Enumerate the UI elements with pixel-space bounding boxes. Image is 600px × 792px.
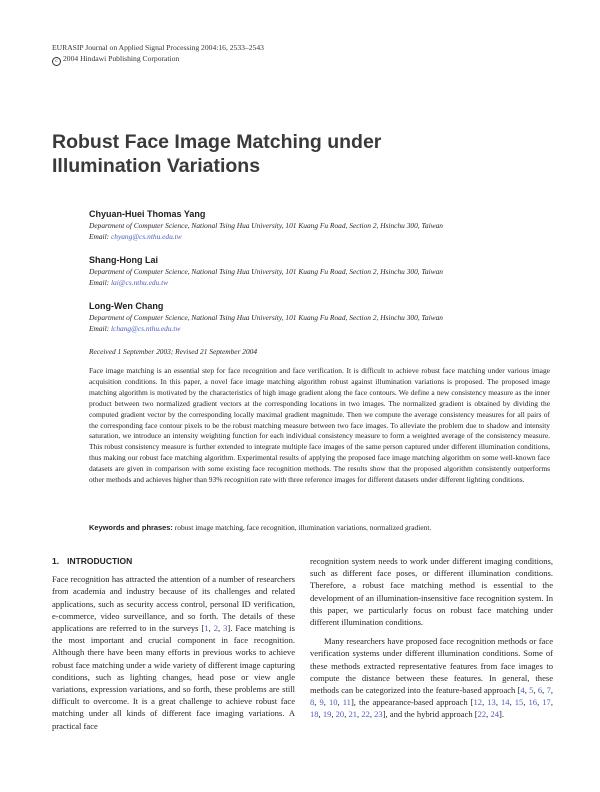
intro-paragraph-1: Face recognition has attracted the attention of a number of researchers from academia and industry because of its challenges and related applications, such as security access control, personal ID verification, e-commerce, video surveillance, and so forth. The details of these applications are referred to in the surveys [1, 2, 3]. Face matching is the most important and crucial component in face recognition. Although there have been many efforts in previous works to achieve robust face matching under a wide variety of different image capturing conditions, such as lighting changes, head pose or view angle variations, expression variations, and so forth, these problems are still difficult to overcome. It is a great challenge to achieve robust face matching under all kinds of different face imaging variations. A practical face — [52, 574, 295, 731]
copyright-text: 2004 Hindawi Publishing Corporation — [63, 54, 180, 63]
author-block — [89, 300, 549, 334]
intro-paragraph-1-cont: recognition system needs to work under different imaging conditions, such as different face poses, or different illumination conditions. Therefore, a robust face matching method is essential to the development of an illumination-insensitive face recognition system. In this paper, we particularly focus on robust face matching under different illumination conditions. — [310, 556, 553, 628]
journal-citation: EURASIP Journal on Applied Signal Processing 2004:16, 2533–2543 — [52, 43, 264, 52]
citation-link[interactable]: 24 — [490, 709, 499, 720]
title-line-1: Robust Face Image Matching under — [52, 131, 382, 153]
citation-link[interactable]: 22 — [361, 709, 370, 720]
author-name: Chyuan-Huei Thomas Yang — [89, 209, 206, 219]
citation-link[interactable]: 13 — [487, 697, 496, 708]
author-email-link[interactable]: chyang@cs.nthu.edu.tw — [110, 231, 182, 241]
section-title: INTRODUCTION — [67, 556, 133, 566]
citation-list: 4, 5, 6, 7, 8, 9, 10, 11 — [310, 685, 553, 708]
journal-header — [52, 42, 264, 66]
citation-link[interactable]: 17 — [542, 697, 551, 708]
paper-title — [52, 130, 512, 178]
author-list — [89, 208, 549, 346]
keywords-text: robust image matching, face recognition, illumination variations, normalized gradient. — [174, 523, 432, 532]
citation-list: 12, 13, 14, 15, 16, 17, 18, 19, 20, 21, 22, 23 — [310, 697, 553, 720]
citation-link[interactable]: 22 — [477, 709, 487, 720]
author-affiliation: Department of Computer Science, National Tsing Hua University, 101 Kuang Fu Road, Section 2, Hsinchu 300, Taiwan — [89, 221, 443, 230]
author-affiliation: Department of Computer Science, National Tsing Hua University, 101 Kuang Fu Road, Section 2, Hsinchu 300, Taiwan — [89, 313, 443, 322]
received-date: Received 1 September 2003; Revised 21 September 2004 — [89, 347, 258, 356]
citation-link[interactable]: 21 — [348, 709, 358, 720]
title-line-2: Illumination Variations — [52, 155, 261, 177]
citation-link[interactable]: 19 — [322, 709, 332, 720]
email-label: Email: — [89, 231, 110, 241]
section-number: 1. — [52, 556, 60, 566]
copyright-icon: c — [52, 57, 61, 66]
abstract: Face image matching is an essential step for face recognition and face verification. It is difficult to achieve robust face matching under various image acquisition conditions. In this paper, a novel face image matching algorithm robust against illumination variations is proposed. The proposed image matching algorithm is motivated by the characteristics of high image gradient along the face contours. We define a new consistency measure as the inner product between two normalized gradient vectors at the corresponding locations in two images. The normalized gradient is obtained by dividing the computed gradient vector by the corresponding locally maximal gradient magnitude. Then we compute the average consistency measures for all pairs of the corresponding face contour pixels to be the robust matching measure between two face images. To alleviate the problem due to shadow and intensity saturation, we introduce an intensity weighting function for each individual consistency measure to form a weighted average of the consistency measure. This robust consistency measure is further extended to integrate multiple face images of the same person captured under different illumination conditions, thus making our robust face matching algorithm. Experimental results of applying the proposed face image matching algorithm on some well-known face datasets are given in comparison with some existing face recognition methods. The results show that the proposed algorithm consistently outperforms other methods and achieves higher than 93% recognition rate with three reference images for different datasets under different lighting conditions. — [89, 366, 550, 485]
citation-link[interactable]: 10 — [328, 697, 338, 708]
citation-link[interactable]: 3 — [223, 623, 228, 634]
citation-link[interactable]: 9 — [319, 697, 324, 708]
citation-link[interactable]: 18 — [310, 709, 319, 720]
author-block — [89, 254, 549, 288]
author-name: Shang-Hong Lai — [89, 255, 158, 265]
copyright-line — [52, 53, 264, 66]
citation-list: 1, 2, 3 — [204, 623, 228, 634]
citation-link[interactable]: 16 — [528, 697, 538, 708]
citation-link[interactable]: 8 — [310, 697, 315, 708]
column-left — [52, 555, 295, 732]
citation-link[interactable]: 6 — [537, 685, 543, 696]
citation-link[interactable]: 11 — [342, 697, 351, 708]
citation-link[interactable]: 5 — [529, 685, 534, 696]
author-affiliation: Department of Computer Science, National Tsing Hua University, 101 Kuang Fu Road, Section 2, Hsinchu 300, Taiwan — [89, 267, 443, 276]
column-right — [310, 555, 553, 721]
citation-link[interactable]: 23 — [374, 709, 383, 720]
keywords — [89, 523, 550, 534]
intro-paragraph-2: Many researchers have proposed face recognition methods or face verification systems under different illumination conditions. Some of these methods extracted representative features from face images to compute the distance between these features. In general, these methods can be categorized into the feature-based approach [4, 5, 6, 7, 8, 9, 10, 11], the appearance-based approach [12, 13, 14, 15, 16, 17, 18, 19, 20, 21, 22, 23], and the hybrid approach [22, 24]. — [310, 636, 553, 720]
section-heading — [52, 555, 295, 567]
citation-link[interactable]: 12 — [473, 697, 483, 708]
author-email-link[interactable]: lai@cs.nthu.edu.tw — [110, 277, 169, 287]
author-email-line — [89, 278, 549, 289]
citation-link[interactable]: 14 — [501, 697, 510, 708]
email-label: Email: — [89, 323, 110, 333]
citation-link[interactable]: 7 — [546, 685, 551, 696]
author-email-line — [89, 324, 549, 335]
citation-link[interactable]: 2 — [213, 623, 219, 634]
email-label: Email: — [89, 277, 110, 287]
author-block — [89, 208, 549, 242]
citation-link[interactable]: 1 — [204, 623, 209, 634]
citation-link[interactable]: 20 — [335, 709, 345, 720]
citation-link[interactable]: 15 — [514, 697, 524, 708]
citation-list: 22, 24 — [477, 709, 499, 720]
author-email-link[interactable]: lchang@cs.nthu.edu.tw — [110, 323, 181, 333]
citation-link[interactable]: 4 — [520, 685, 525, 696]
keywords-label: Keywords and phrases: — [89, 523, 173, 532]
author-email-line — [89, 232, 549, 243]
author-name: Long-Wen Chang — [89, 301, 164, 311]
